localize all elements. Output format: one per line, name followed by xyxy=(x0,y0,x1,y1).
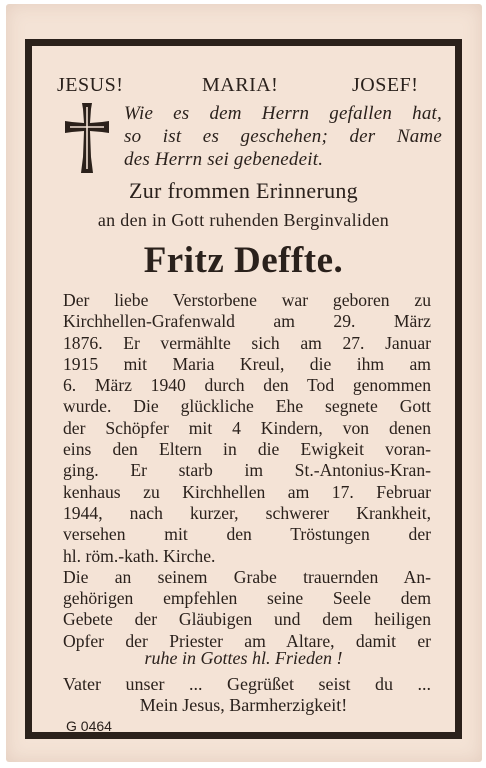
deceased-name: Fritz Deffte. xyxy=(143,240,344,281)
body-line: 1876. Er vermählte sich am 27. Januar xyxy=(63,332,431,353)
invocation-josef: JOSEF! xyxy=(352,74,419,96)
body-line: 1915 mit Maria Kreul, die ihm am xyxy=(63,353,431,374)
body-line: Die an seinem Grabe trauernden An- xyxy=(63,566,431,587)
body-line: 6. März 1940 durch den Tod genommen xyxy=(63,375,431,396)
quote-line: des Herrn sei gebenedeit. xyxy=(124,149,324,170)
body-line: kenhaus zu Kirchhellen am 17. Februar xyxy=(63,481,431,502)
body-line: Opfer der Priester am Altare, damit er xyxy=(63,630,431,651)
body-line: der Schöpfer mit 4 Kindern, von denen xyxy=(63,417,431,438)
scripture-quote xyxy=(124,102,442,171)
body-line: ging. Er starb im St.-Antonius-Kran- xyxy=(63,460,431,481)
quote-line: Wie es dem Herrn gefallen hat, xyxy=(124,103,442,124)
body-line: Gebete der Gläubigen und dem heiligen xyxy=(63,609,431,630)
prayer-line-1: Vater unser ... Gegrüßet seist du ... xyxy=(63,674,431,694)
memorial-card xyxy=(6,4,482,762)
biography-text xyxy=(63,290,431,652)
black-border-frame xyxy=(25,39,462,739)
cross-icon xyxy=(62,101,112,175)
heading: Zur frommen Erinnerung xyxy=(129,178,358,203)
prayer-line-2: Mein Jesus, Barmherzigkeit! xyxy=(139,695,348,715)
invocation-maria: MARIA! xyxy=(202,74,279,96)
body-line: 1944, nach kurzer, schwerer Krankheit, xyxy=(63,502,431,523)
invocation-jesus: JESUS! xyxy=(57,74,124,96)
body-line: versehen mit den Tröstungen der xyxy=(63,524,431,545)
body-line: Der liebe Verstorbene war geboren zu xyxy=(63,290,431,310)
body-line: gehörigen empfehlen seine Seele dem xyxy=(63,588,431,609)
subheading: an den in Gott ruhenden Berginvaliden xyxy=(97,210,390,230)
body-line: Kirchhellen-Grafenwald am 29. März xyxy=(63,311,431,332)
body-line: wurde. Die glückliche Ehe segnete Gott xyxy=(63,396,431,417)
body-line: hl. röm.-kath. Kirche. xyxy=(63,545,216,566)
quote-line: so ist es geschehen; der Name xyxy=(124,126,442,147)
body-line: eins den Eltern in die Ewigkeit voran- xyxy=(63,439,431,460)
print-code: G 0464 xyxy=(66,718,112,734)
closing-blessing: ruhe in Gottes hl. Frieden ! xyxy=(144,648,343,668)
